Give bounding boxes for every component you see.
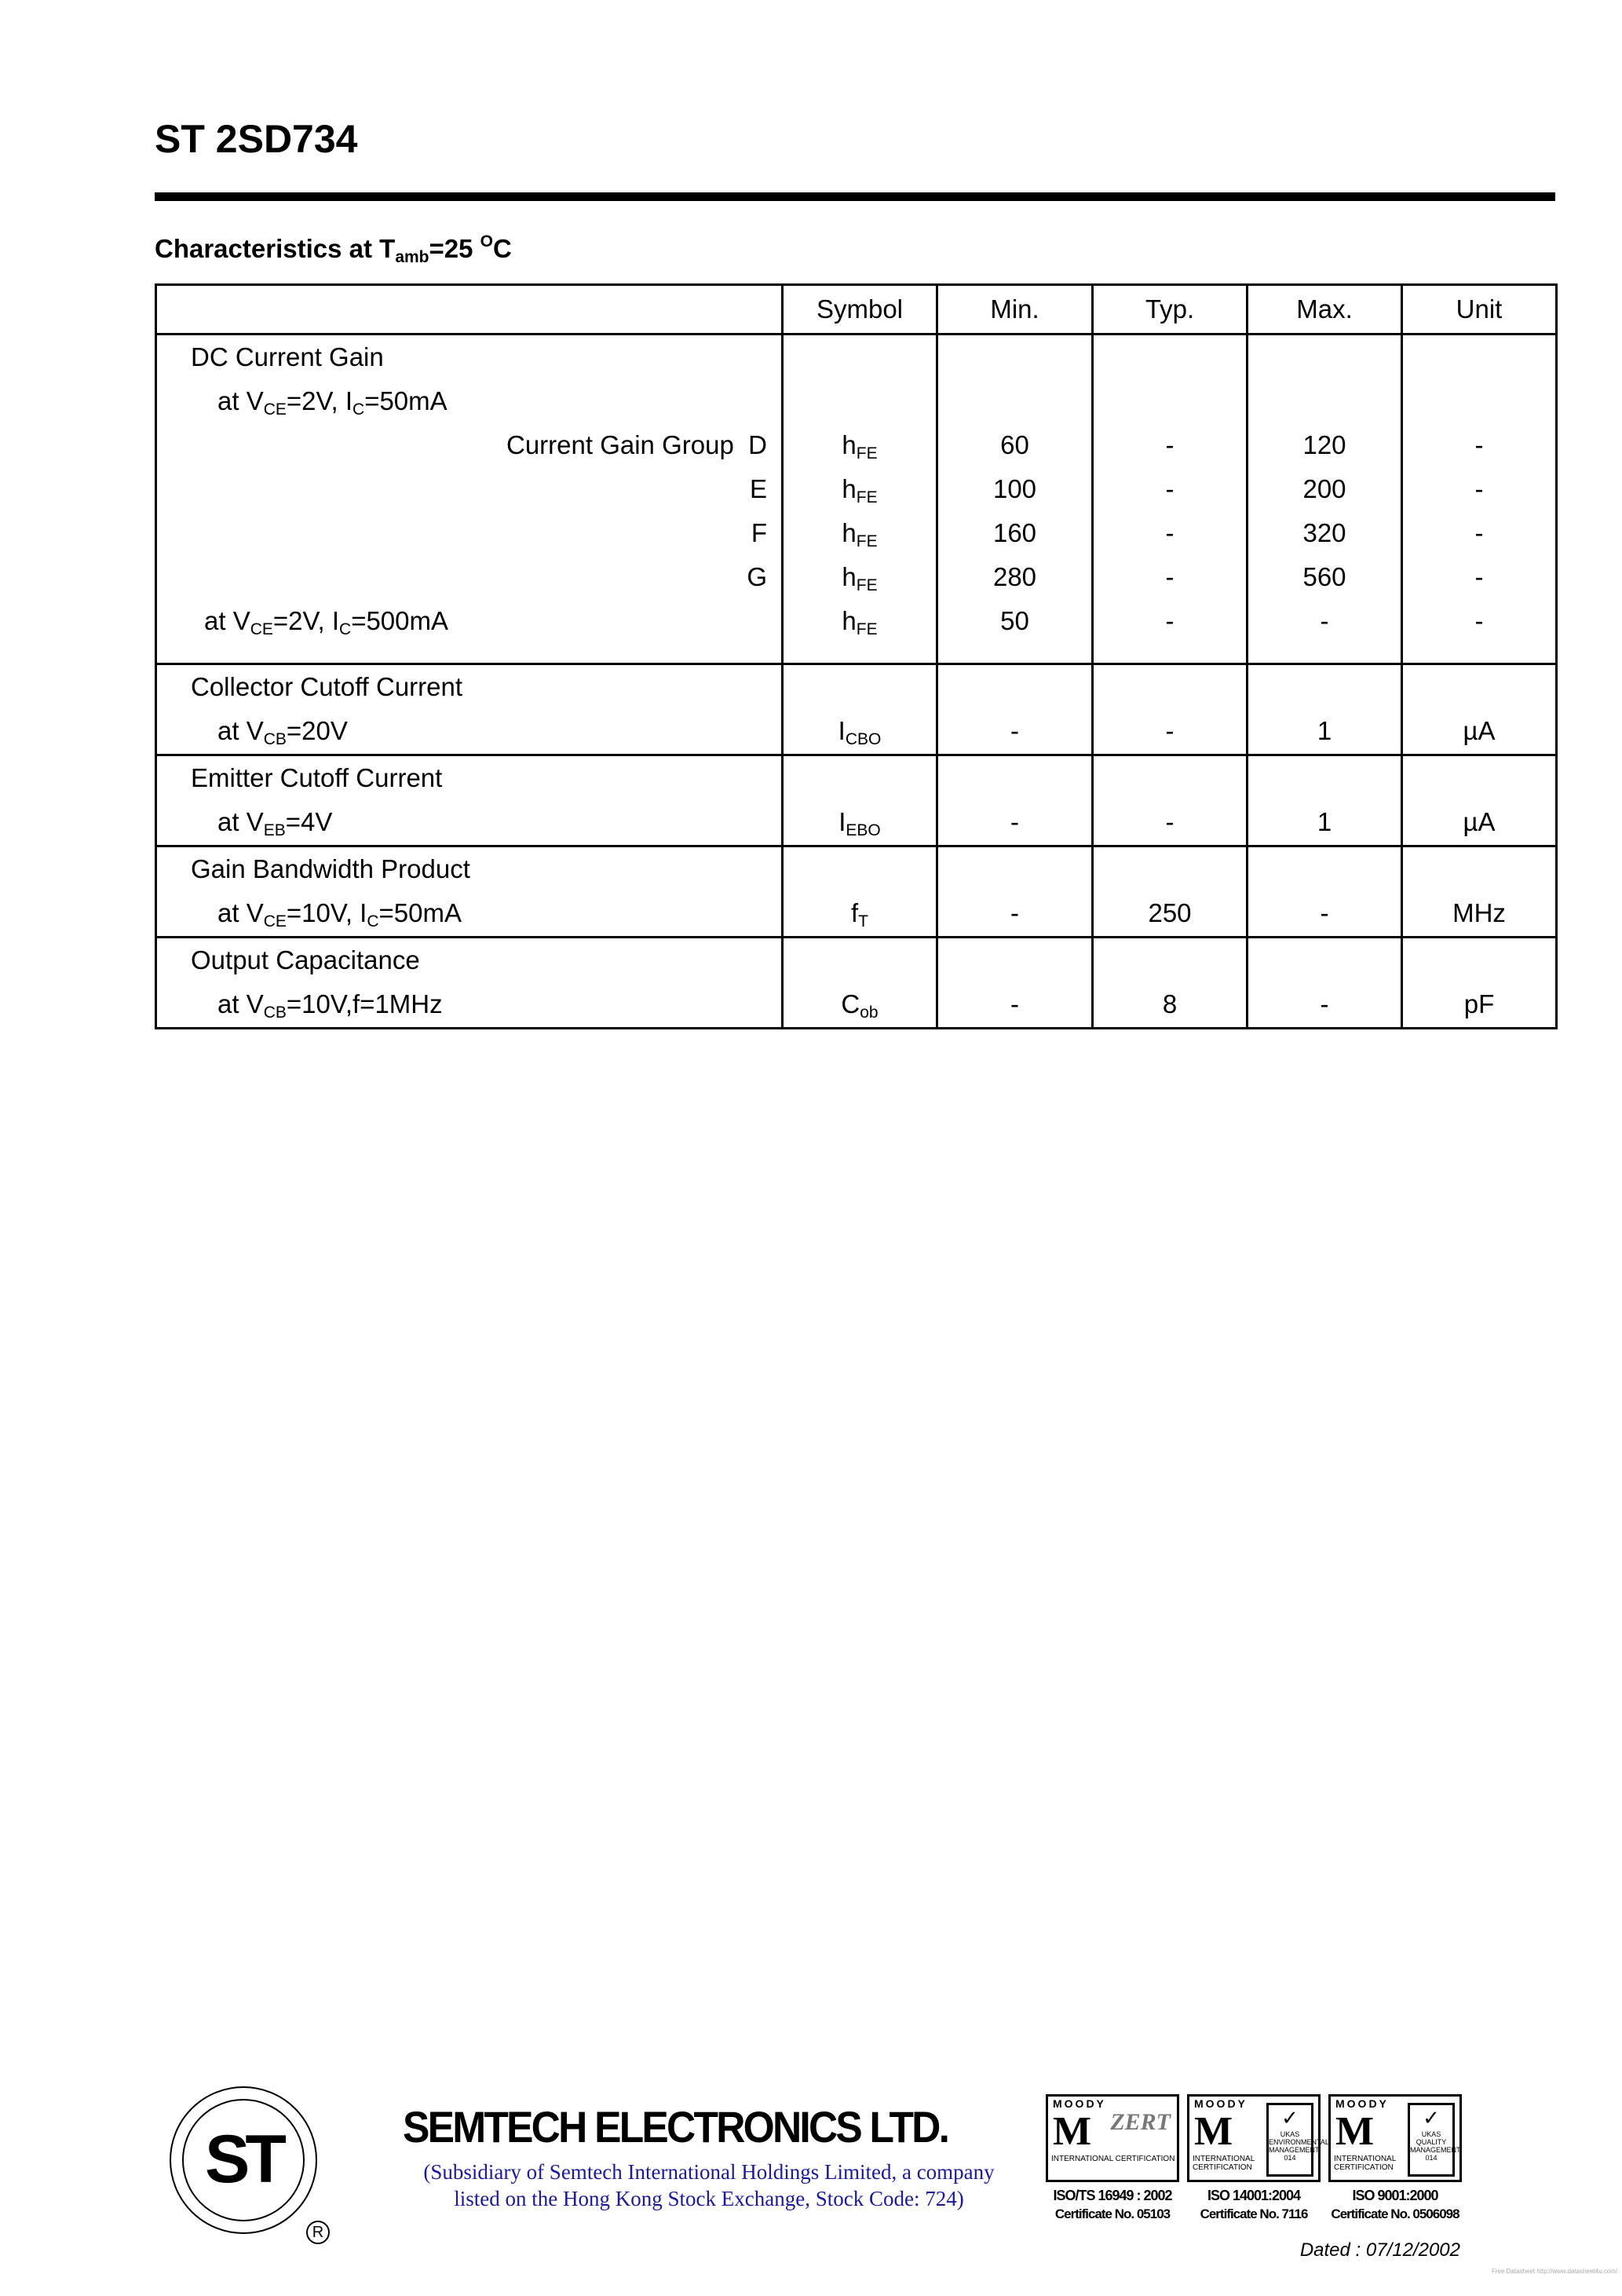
gain-group — [157, 467, 781, 511]
dated-text: Dated : 07/12/2002 — [1299, 2239, 1460, 2261]
cond-text: at V — [217, 898, 264, 927]
certification-badge — [1046, 2094, 1179, 2182]
typ-value: 250 — [1148, 898, 1192, 927]
cond-text: =20V — [286, 716, 348, 745]
cond-sub: C — [367, 912, 379, 930]
cond-sub: CE — [263, 400, 287, 419]
typ-value: - — [1165, 474, 1174, 503]
max-value: 120 — [1302, 430, 1346, 459]
moody-text: MOODY — [1335, 2097, 1389, 2110]
symbol: I — [838, 807, 846, 836]
iso-standard: ISO 9001:2000 — [1352, 2188, 1438, 2203]
unit-value: - — [1474, 430, 1484, 459]
unit-value: µA — [1463, 807, 1496, 836]
typ-cell — [1093, 335, 1248, 664]
subsidiary-text: (Subsidiary of Semtech International Holdings Limited, a company — [423, 2160, 995, 2184]
param-title: Gain Bandwidth Product — [191, 854, 470, 883]
symbol-cell — [784, 555, 936, 599]
certificate-number: Certificate No. 7116 — [1200, 2206, 1308, 2221]
cond-text: =10V,f=1MHz — [286, 989, 443, 1018]
iso-standard: ISO 14001:2004 — [1207, 2188, 1301, 2203]
symbol-cell — [784, 599, 936, 643]
subtitle-text: =25 — [429, 234, 480, 263]
typ-cell — [1093, 846, 1248, 938]
symbol-cell — [784, 423, 936, 467]
sym-cell — [783, 846, 937, 938]
unit-value: - — [1474, 562, 1484, 591]
column-header: Max. — [1248, 285, 1402, 335]
unit-value: pF — [1463, 989, 1495, 1018]
check-icon: ✓ — [1423, 2106, 1440, 2130]
sym-cell — [783, 664, 937, 755]
cond-text: =2V, I — [272, 606, 340, 635]
param-condition — [157, 599, 781, 643]
parameter-cell — [156, 846, 783, 938]
symbol: I — [838, 716, 846, 745]
sym-cell — [783, 755, 937, 846]
max-cell — [1248, 938, 1402, 1029]
unit-cell — [1402, 846, 1557, 938]
cond-text: =50mA — [378, 898, 462, 927]
gain-group-letter: E — [749, 474, 767, 503]
registered-icon: R — [306, 2221, 330, 2244]
intl-cert-text: INTERNATIONAL CERTIFICATION — [1051, 2155, 1175, 2163]
param-condition — [157, 379, 781, 423]
max-value: - — [1320, 898, 1329, 927]
min-cell — [937, 664, 1093, 755]
gain-group — [157, 423, 781, 467]
ukas-text: UKAS ENVIRONMENTAL MANAGEMENT 014 — [1269, 2130, 1329, 2162]
moody-text: MOODY — [1194, 2097, 1248, 2110]
moody-text: MOODY — [1053, 2097, 1106, 2110]
min-value: 280 — [992, 562, 1037, 591]
symbol-sub: EBO — [846, 821, 881, 839]
symbol: C — [841, 989, 860, 1018]
company-name: SEMTECH ELECTRONICS LTD. — [403, 2102, 948, 2152]
param-condition — [157, 982, 781, 1026]
subsidiary-text: listed on the Hong Kong Stock Exchange, Stock Code: 724) — [454, 2187, 964, 2210]
unit-cell — [1402, 664, 1557, 755]
column-header: Unit — [1402, 285, 1557, 335]
symbol-sub: FE — [856, 444, 878, 462]
max-value: 1 — [1317, 716, 1332, 745]
param-title: Emitter Cutoff Current — [191, 763, 443, 792]
typ-value: - — [1165, 606, 1174, 635]
column-header — [156, 285, 783, 335]
gain-group-letter: F — [751, 518, 767, 547]
ukas-mark-icon — [1266, 2103, 1329, 2177]
cond-text: at V — [217, 716, 264, 745]
gain-group — [157, 511, 781, 555]
max-value: 560 — [1302, 562, 1346, 591]
max-value: 1 — [1317, 807, 1332, 836]
symbol-cell — [784, 800, 936, 844]
param-condition — [157, 800, 781, 844]
table-row — [156, 755, 1557, 846]
symbol: h — [842, 430, 857, 459]
cond-sub: EB — [263, 821, 286, 839]
typ-value: - — [1165, 807, 1174, 836]
unit-value: µA — [1463, 716, 1496, 745]
param-title: Collector Cutoff Current — [191, 672, 463, 701]
zert-logo: ZERT — [1110, 2109, 1171, 2135]
unit-cell — [1402, 335, 1557, 664]
min-value: - — [1010, 898, 1019, 927]
symbol-sub: FE — [856, 488, 878, 506]
max-value: 200 — [1302, 474, 1346, 503]
min-value: - — [1010, 989, 1019, 1018]
header-rule — [155, 192, 1555, 201]
moody-m-logo: M — [1194, 2109, 1233, 2154]
sym-cell — [783, 335, 937, 664]
intl-cert-text: INTERNATIONAL CERTIFICATION — [1193, 2155, 1255, 2172]
typ-cell — [1093, 755, 1248, 846]
param-title: DC Current Gain — [191, 342, 384, 371]
min-cell — [937, 755, 1093, 846]
cond-text: at V — [217, 989, 264, 1018]
table-header-row — [156, 285, 1557, 335]
gain-group-letter: D — [748, 430, 767, 459]
typ-cell — [1093, 938, 1248, 1029]
unit-value: - — [1474, 474, 1484, 503]
unit-cell — [1402, 755, 1557, 846]
param-condition — [157, 891, 781, 935]
cond-text: at V — [204, 606, 250, 635]
gain-group-label: Current Gain Group — [506, 430, 734, 459]
symbol-sub: FE — [856, 532, 878, 550]
max-cell — [1248, 755, 1402, 846]
unit-cell — [1402, 938, 1557, 1029]
typ-value: - — [1165, 562, 1174, 591]
symbol-cell — [784, 709, 936, 753]
min-value: 100 — [992, 474, 1037, 503]
table-row — [156, 938, 1557, 1029]
cond-sub: C — [353, 400, 365, 419]
symbol-cell — [784, 467, 936, 511]
symbol-sub: ob — [860, 1004, 879, 1022]
parameter-cell — [156, 755, 783, 846]
table-row — [156, 664, 1557, 755]
symbol-cell — [784, 511, 936, 555]
certificate-number: Certificate No. 0506098 — [1331, 2206, 1459, 2221]
cond-text: =500mA — [351, 606, 449, 635]
column-header: Symbol — [783, 285, 937, 335]
min-value: - — [1010, 716, 1019, 745]
symbol-sub: CBO — [845, 730, 882, 748]
cond-sub: CB — [263, 730, 287, 748]
max-value: 320 — [1302, 518, 1346, 547]
cond-sub: C — [339, 620, 352, 638]
parameter-cell — [156, 938, 783, 1029]
gain-group-letter: G — [747, 562, 767, 591]
symbol-cell — [784, 982, 936, 1026]
typ-value: 8 — [1162, 989, 1178, 1018]
subtitle-text: Characteristics at T — [155, 234, 396, 263]
parameter-cell — [156, 335, 783, 664]
cond-text: =50mA — [364, 386, 448, 415]
max-cell — [1248, 335, 1402, 664]
typ-cell — [1093, 664, 1248, 755]
max-cell — [1248, 664, 1402, 755]
min-cell — [937, 938, 1093, 1029]
intl-cert-text: INTERNATIONAL CERTIFICATION — [1334, 2155, 1396, 2172]
cond-text: at V — [217, 807, 264, 836]
min-cell — [937, 846, 1093, 938]
symbol: h — [842, 474, 857, 503]
column-header: Min. — [937, 285, 1093, 335]
unit-value: - — [1474, 606, 1484, 635]
gain-group — [157, 555, 781, 599]
max-cell — [1248, 846, 1402, 938]
subtitle-sub: amb — [395, 248, 429, 266]
param-condition — [157, 709, 781, 753]
moody-m-logo: M — [1335, 2109, 1375, 2154]
cond-sub: CB — [263, 1004, 287, 1022]
column-header: Typ. — [1093, 285, 1248, 335]
max-value: - — [1320, 989, 1329, 1018]
cond-text: =10V, I — [286, 898, 367, 927]
symbol: h — [842, 562, 857, 591]
symbol: h — [842, 606, 857, 635]
subtitle-text: C — [493, 234, 512, 263]
characteristics-table — [155, 283, 1558, 1029]
typ-value: - — [1165, 430, 1174, 459]
min-value: 60 — [1000, 430, 1029, 459]
unit-value: MHz — [1452, 898, 1506, 927]
unit-value: - — [1474, 518, 1484, 547]
moody-m-logo: M — [1053, 2109, 1092, 2154]
cond-text: at V — [217, 386, 264, 415]
sym-cell — [783, 938, 937, 1029]
company-logo-mark: ST — [205, 2122, 282, 2197]
watermark-text: Free Datasheet http://www.datasheet4u.com/ — [1492, 2268, 1618, 2275]
symbol-sub: FE — [856, 576, 878, 594]
param-title: Output Capacitance — [191, 945, 420, 974]
ukas-mark-icon — [1408, 2103, 1461, 2177]
certification-badge — [1187, 2094, 1329, 2182]
min-value: - — [1010, 807, 1019, 836]
min-cell — [937, 335, 1093, 664]
parameter-cell — [156, 664, 783, 755]
certificate-number: Certificate No. 05103 — [1054, 2206, 1171, 2221]
cond-text: =4V — [285, 807, 333, 836]
symbol: f — [851, 898, 859, 927]
certification-badge — [1328, 2094, 1462, 2182]
subtitle-sup: O — [480, 232, 493, 250]
cond-sub: CE — [263, 912, 287, 930]
max-value: - — [1320, 606, 1329, 635]
typ-value: - — [1165, 716, 1174, 745]
symbol-cell — [784, 891, 936, 935]
table-row — [156, 846, 1557, 938]
check-icon: ✓ — [1281, 2106, 1299, 2130]
min-value: 160 — [992, 518, 1037, 547]
iso-standard: ISO/TS 16949 : 2002 — [1053, 2188, 1172, 2203]
table-row — [156, 335, 1557, 664]
cond-sub: CE — [250, 620, 273, 638]
page-title: ST 2SD734 — [155, 117, 358, 161]
typ-value: - — [1165, 518, 1174, 547]
cond-text: =2V, I — [286, 386, 353, 415]
ukas-text: UKAS QUALITY MANAGEMENT 014 — [1410, 2130, 1461, 2162]
section-title — [155, 232, 512, 264]
symbol-sub: T — [858, 912, 868, 930]
min-value: 50 — [1000, 606, 1029, 635]
symbol-sub: FE — [856, 620, 878, 638]
symbol: h — [842, 518, 857, 547]
